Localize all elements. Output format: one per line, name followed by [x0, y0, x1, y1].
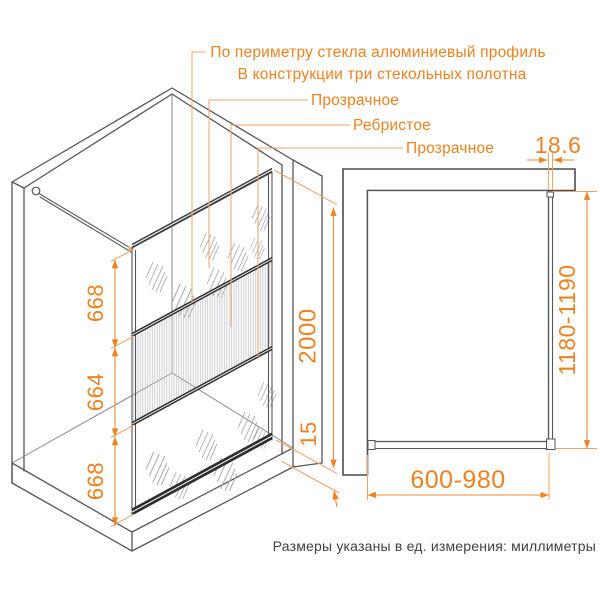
- dim-middle-section: 664: [82, 372, 108, 412]
- dim-height-range: 1180-1190: [554, 264, 581, 376]
- dim-height-range-group: [553, 192, 598, 449]
- label-construction: В конструкции три стекольных полотна: [237, 66, 527, 83]
- iso-right-dimensions: [274, 170, 339, 507]
- dim-width-range-group: [368, 453, 550, 500]
- dim-bottom-section: 668: [82, 461, 108, 501]
- label-bottom-glass: Прозрачное: [406, 140, 495, 157]
- front-bottom-profile: [368, 441, 547, 450]
- front-view: [343, 132, 597, 500]
- footnote-units: Размеры указаны в ед. измерения: миллиметры: [272, 538, 596, 554]
- dim-width-range: 600-980: [410, 466, 506, 494]
- dim-profile-width: 18.6: [534, 132, 582, 158]
- dim-top-section: 668: [82, 283, 108, 323]
- label-middle-glass: Ребристое: [353, 117, 431, 134]
- support-bar: [32, 187, 133, 252]
- iso-left-dimensions: [83, 249, 134, 527]
- dim-base-profile: 15: [295, 421, 321, 447]
- dim-total-height: 2000: [294, 308, 322, 364]
- glass-panel: [132, 168, 276, 516]
- label-top-glass: Прозрачное: [311, 92, 400, 109]
- room-walls: [12, 88, 322, 483]
- label-perimeter-profile: По периметру стекла алюминиевый профиль: [210, 44, 546, 61]
- glass-front: [368, 191, 549, 442]
- isometric-view: [12, 88, 339, 551]
